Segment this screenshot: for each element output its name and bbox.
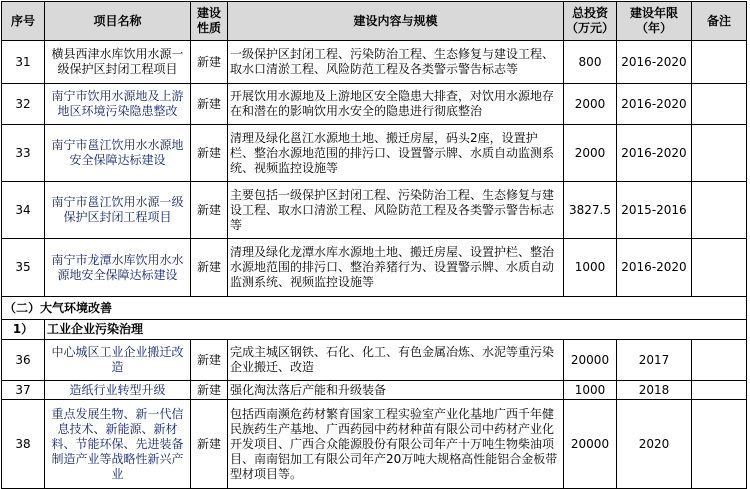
section-row bbox=[2, 297, 747, 320]
row-no: 33 bbox=[2, 125, 45, 182]
row-period: 2016-2020 bbox=[617, 84, 692, 125]
table-row bbox=[2, 239, 747, 297]
row-invest: 20000 bbox=[564, 340, 617, 381]
subsection-no: 1） bbox=[2, 320, 45, 340]
row-content: 主要包括一级保护区封闭工程、污染防治工程、生态修复与建设工程、取水口清淤工程、风险防范工程及各类警示警告标志等 bbox=[228, 182, 564, 239]
table-row bbox=[2, 340, 747, 381]
row-period: 2018 bbox=[617, 381, 692, 400]
header-period: 建设年限（年） bbox=[617, 2, 692, 41]
row-invest: 2000 bbox=[564, 125, 617, 182]
row-no: 31 bbox=[2, 41, 45, 84]
row-content: 清理及绿化邕江水源地土地、搬迁房屋，码头2座，设置护栏、整治水源地范围的排污口、设置警示牌、水质自动监测系统、视频监控设施等 bbox=[228, 125, 564, 182]
table-row bbox=[2, 182, 747, 239]
row-nature: 新建 bbox=[191, 400, 228, 489]
row-no: 35 bbox=[2, 239, 45, 297]
table-row bbox=[2, 381, 747, 400]
row-invest: 20000 bbox=[564, 400, 617, 489]
header-remark: 备注 bbox=[692, 2, 747, 41]
project-table bbox=[1, 1, 747, 489]
header-name: 项目名称 bbox=[45, 2, 191, 41]
row-content: 强化淘汰落后产能和升级装备 bbox=[228, 381, 564, 400]
header-content: 建设内容与规模 bbox=[228, 2, 564, 41]
row-name: 南宁市邕江饮用水水源地安全保障达标建设 bbox=[45, 125, 191, 182]
row-period: 2016-2020 bbox=[617, 41, 692, 84]
row-invest: 1000 bbox=[564, 239, 617, 297]
row-remark bbox=[692, 239, 747, 297]
row-no: 34 bbox=[2, 182, 45, 239]
row-invest: 800 bbox=[564, 41, 617, 84]
row-name: 造纸行业转型升级 bbox=[45, 381, 191, 400]
table-row bbox=[2, 84, 747, 125]
row-content: 开展饮用水源地及上游地区安全隐患大排查，对饮用水源地存在和潜在的影响饮用水安全的隐患进行彻底整治 bbox=[228, 84, 564, 125]
table-header bbox=[2, 2, 747, 41]
header-seq: 序号 bbox=[2, 2, 45, 41]
row-remark bbox=[692, 340, 747, 381]
table-row bbox=[2, 125, 747, 182]
row-remark bbox=[692, 125, 747, 182]
row-no: 38 bbox=[2, 400, 45, 489]
table-row bbox=[2, 400, 747, 489]
row-name: 横县西津水库饮用水源一级保护区封闭工程项目 bbox=[45, 41, 191, 84]
row-period: 2016-2020 bbox=[617, 125, 692, 182]
row-name: 重点发展生物、新一代信息技术、新能源、新材料、节能环保、先进装备制造产业等战略性新兴产业 bbox=[45, 400, 191, 489]
row-remark bbox=[692, 41, 747, 84]
row-content: 一级保护区封闭工程、污染防治工程、生态修复与建设工程、取水口清淤工程、风险防范工程及各类警示警告标志等 bbox=[228, 41, 564, 84]
row-nature: 新建 bbox=[191, 125, 228, 182]
row-no: 32 bbox=[2, 84, 45, 125]
row-nature: 新建 bbox=[191, 340, 228, 381]
row-nature: 新建 bbox=[191, 182, 228, 239]
row-remark bbox=[692, 381, 747, 400]
table-row bbox=[2, 41, 747, 84]
row-period: 2020 bbox=[617, 400, 692, 489]
header-invest: 总投资（万元） bbox=[564, 2, 617, 41]
row-period: 2017 bbox=[617, 340, 692, 381]
header-nature: 建设性质 bbox=[191, 2, 228, 41]
row-content: 清理及绿化龙潭水库水源地土地、搬迁房屋、设置护栏、整治水源地范围的排污口、整治养猪行为、设置警示牌、水质自动监测系统、视频监控设施等 bbox=[228, 239, 564, 297]
row-nature: 新建 bbox=[191, 239, 228, 297]
row-remark bbox=[692, 400, 747, 489]
row-invest: 1000 bbox=[564, 381, 617, 400]
row-nature: 新建 bbox=[191, 84, 228, 125]
row-content: 包括西南濒危药材繁育国家工程实验室产业化基地广西千年健民族药生产基地、广西药园中药材种苗有限公司中药材产业化开发项目、广西合众能源股份有限公司年产十万吨生物柴油项目、南南铝加工有限公司年产20万吨大规格高性能铝合金板带型材项目等。 bbox=[228, 400, 564, 489]
row-period: 2016-2020 bbox=[617, 239, 692, 297]
subsection-row bbox=[2, 320, 747, 340]
row-remark bbox=[692, 182, 747, 239]
row-period: 2015-2016 bbox=[617, 182, 692, 239]
subsection-title: 工业企业污染治理 bbox=[45, 320, 747, 340]
row-content: 完成主城区钢铁、石化、化工、有色金属冶炼、水泥等重污染企业搬迁、改造 bbox=[228, 340, 564, 381]
row-nature: 新建 bbox=[191, 381, 228, 400]
row-no: 36 bbox=[2, 340, 45, 381]
row-remark bbox=[692, 84, 747, 125]
row-invest: 3827.5 bbox=[564, 182, 617, 239]
row-invest: 2000 bbox=[564, 84, 617, 125]
row-name: 中心城区工业企业搬迁改造 bbox=[45, 340, 191, 381]
row-no: 37 bbox=[2, 381, 45, 400]
row-name: 南宁市饮用水源地及上游地区环境污染隐患整改 bbox=[45, 84, 191, 125]
section-title: （二）大气环境改善 bbox=[2, 297, 747, 320]
row-nature: 新建 bbox=[191, 41, 228, 84]
row-name: 南宁市龙潭水库饮用水水源地安全保障达标建设 bbox=[45, 239, 191, 297]
row-name: 南宁市邕江饮用水源一级保护区封闭工程项目 bbox=[45, 182, 191, 239]
